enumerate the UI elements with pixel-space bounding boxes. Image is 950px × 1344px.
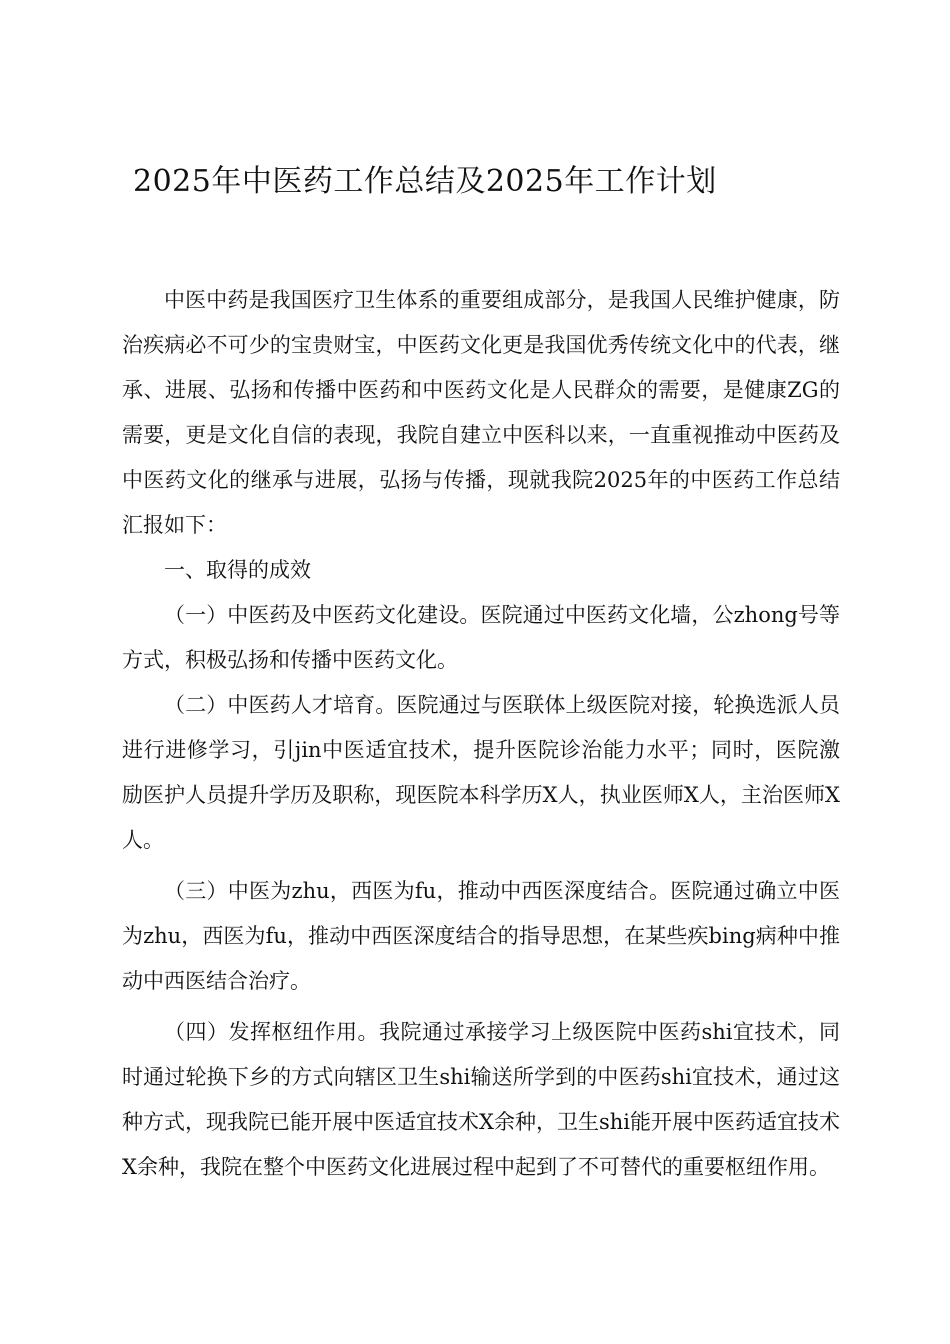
item-talent-cultivation: （二）中医药人才培育。医院通过与医联体上级医院对接，轮换选派人员进行进修学习，引jin中医适宜技术，提升医院诊治能力水平；同时，医院激励医护人员提升学历及职称，现医院本科学历X人，执业医师X人，主治医师X人。 [122,693,840,852]
document-title: 2025年中医药工作总结及2025年工作计划 [133,164,717,199]
intro-paragraph: 中医中药是我国医疗卫生体系的重要组成部分，是我国人民维护健康，防治疾病必不可少的宝贵财宝，中医药文化更是我国优秀传统文化中的代表，继承、进展、弘扬和传播中医药和中医药文化是人民群众的需要，是健康ZG的需要，更是文化自信的表现，我院自建立中医科以来，一直重视推动中医药及中医药文化的继承与进展，弘扬与传播，现就我院2025年的中医药工作总结汇报如下： [122,288,840,537]
item-culture-building: （一）中医药及中医药文化建设。医院通过中医药文化墙，公zhong号等方式，积极弘扬和传播中医药文化。 [122,603,840,672]
item-hub-role: （四）发挥枢纽作用。我院通过承接学习上级医院中医药shi宜技术，同时通过轮换下乡的方式向辖区卫生shi输送所学到的中医药shi宜技术，通过这种方式，现我院已能开展中医适宜技术X余种，卫生shi能开展中医药适宜技术X余种，我院在整个中医药文化进展过程中起到了不可替代的重要枢纽作用。 [122,1020,840,1179]
item-integration: （三）中医为zhu，西医为fu，推动中西医深度结合。医院通过确立中医为zhu，西医为fu，推动中西医深度结合的指导思想，在某些疾bing病种中推动中西医结合治疗。 [122,879,840,993]
section-heading-achievements: 一、取得的成效 [164,558,311,582]
document-body [122,278,840,1190]
